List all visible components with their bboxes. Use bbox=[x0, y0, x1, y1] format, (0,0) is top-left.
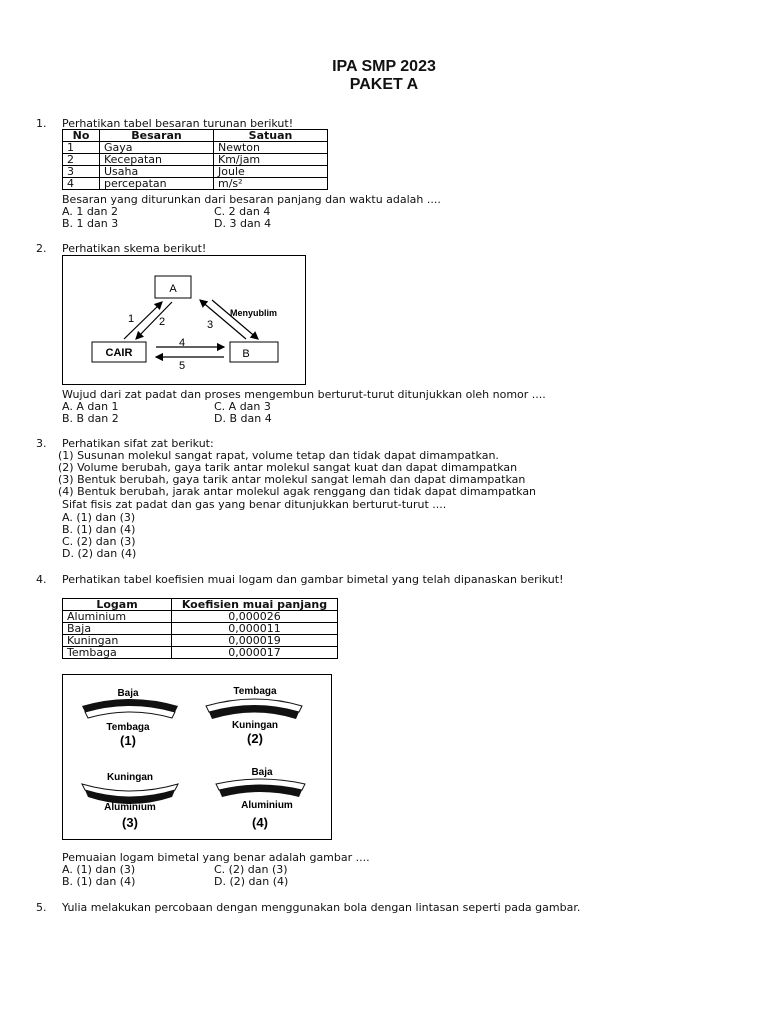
table-cell: Joule bbox=[214, 166, 328, 178]
table-cell: 4 bbox=[63, 178, 100, 190]
arrow-label-1: 1 bbox=[128, 313, 135, 325]
q4-option-d: D. (2) dan (4) bbox=[214, 875, 289, 888]
bimetal-3-top-label: Kuningan bbox=[106, 772, 154, 783]
bimetal-1-number: (1) bbox=[120, 733, 136, 748]
table-cell: 0,000017 bbox=[172, 647, 338, 659]
table-cell: m/s² bbox=[214, 178, 328, 190]
q4-table-header: Koefisien muai panjang bbox=[172, 599, 338, 611]
arrow-label-2: 2 bbox=[159, 316, 166, 328]
q4-question: Pemuaian logam bimetal yang benar adalah gambar .... bbox=[62, 851, 370, 864]
table-cell: Kuningan bbox=[63, 635, 172, 647]
q3-item: (2) Volume berubah, gaya tarik antar molekul sangat kuat dan dapat dimampatkan bbox=[58, 461, 518, 474]
arrow-label-3: 3 bbox=[207, 319, 214, 331]
q1-option-a: A. 1 dan 2 bbox=[62, 205, 119, 218]
menyublim-label: Menyublim bbox=[230, 308, 278, 318]
table-row bbox=[63, 142, 328, 154]
table-cell: 1 bbox=[63, 142, 100, 154]
q2-question: Wujud dari zat padat dan proses mengembun berturut-turut ditunjukkan oleh nomor .... bbox=[62, 388, 546, 401]
bimetal-4-top-label: Baja bbox=[251, 767, 273, 778]
q3-number: 3. bbox=[36, 437, 47, 450]
table-cell: Kecepatan bbox=[100, 154, 214, 166]
table-cell: percepatan bbox=[100, 178, 214, 190]
q3-item: (1) Susunan molekul sangat rapat, volume tetap dan tidak dapat dimampatkan. bbox=[58, 449, 499, 462]
table-row bbox=[63, 178, 328, 190]
bimetal-3-number: (3) bbox=[122, 815, 138, 830]
bimetal-2-top-label: Tembaga bbox=[233, 686, 277, 697]
table-row bbox=[63, 154, 328, 166]
q4-option-a: A. (1) dan (3) bbox=[62, 863, 136, 876]
box-b-label: B bbox=[242, 348, 250, 360]
q4-table-header: Logam bbox=[63, 599, 172, 611]
arrow-label-4: 4 bbox=[179, 337, 186, 349]
q4-prompt: Perhatikan tabel koefisien muai logam dan gambar bimetal yang telah dipanaskan berikut! bbox=[62, 573, 564, 586]
page-title: IPA SMP 2023 bbox=[332, 58, 436, 75]
q4-number: 4. bbox=[36, 573, 47, 586]
box-b bbox=[230, 342, 278, 362]
q5-prompt: Yulia melakukan percobaan dengan menggunakan bola dengan lintasan seperti pada gambar. bbox=[62, 901, 581, 914]
table-cell: 2 bbox=[63, 154, 100, 166]
table-cell: Newton bbox=[214, 142, 328, 154]
q1-table-header: Satuan bbox=[214, 130, 328, 142]
bimetal-2-number: (2) bbox=[247, 731, 263, 746]
table-cell: Tembaga bbox=[63, 647, 172, 659]
q1-question: Besaran yang diturunkan dari besaran panjang dan waktu adalah .... bbox=[62, 193, 441, 206]
arrow-label-5: 5 bbox=[179, 360, 186, 372]
q1-table bbox=[62, 129, 328, 190]
table-cell: Aluminium bbox=[63, 611, 172, 623]
q1-table-header: No bbox=[63, 130, 100, 142]
table-cell: Usaha bbox=[100, 166, 214, 178]
table-row bbox=[63, 635, 338, 647]
bimetal-1-top-label: Baja bbox=[117, 688, 139, 699]
bimetal-4-bottom-label: Aluminium bbox=[241, 800, 293, 811]
table-cell: 3 bbox=[63, 166, 100, 178]
bimetal-figure bbox=[62, 674, 333, 841]
q1-option-b: B. 1 dan 3 bbox=[62, 217, 119, 230]
q3-question: Sifat fisis zat padat dan gas yang benar ditunjukkan berturut-turut .... bbox=[62, 498, 447, 511]
q3-option-b: B. (1) dan (4) bbox=[62, 523, 136, 536]
q2-option-b: B. B dan 2 bbox=[62, 412, 119, 425]
table-row bbox=[63, 623, 338, 635]
table-row bbox=[63, 611, 338, 623]
q4-option-b: B. (1) dan (4) bbox=[62, 875, 136, 888]
box-a-label: A bbox=[169, 283, 177, 295]
q3-option-a: A. (1) dan (3) bbox=[62, 511, 136, 524]
bimetal-2-bottom-label: Kuningan bbox=[231, 720, 279, 731]
bimetal-4-number: (4) bbox=[252, 815, 268, 830]
table-row bbox=[63, 166, 328, 178]
q5-number: 5. bbox=[36, 901, 47, 914]
page-subtitle: PAKET A bbox=[349, 76, 419, 93]
table-cell: Km/jam bbox=[214, 154, 328, 166]
q3-option-d: D. (2) dan (4) bbox=[62, 547, 137, 560]
q1-table-header: Besaran bbox=[100, 130, 214, 142]
q2-option-c: C. A dan 3 bbox=[214, 400, 271, 413]
table-cell: 0,000011 bbox=[172, 623, 338, 635]
bimetal-3-bottom-label: Aluminium bbox=[104, 802, 156, 813]
q1-option-c: C. 2 dan 4 bbox=[214, 205, 271, 218]
table-cell: Gaya bbox=[100, 142, 214, 154]
q2-option-d: D. B dan 4 bbox=[214, 412, 272, 425]
q3-item: (4) Bentuk berubah, jarak antar molekul agak renggang dan tidak dapat dimampatkan bbox=[58, 485, 537, 498]
q2-option-a: A. A dan 1 bbox=[62, 400, 119, 413]
q2-number: 2. bbox=[36, 242, 47, 255]
table-cell: Baja bbox=[63, 623, 172, 635]
q4-option-c: C. (2) dan (3) bbox=[214, 863, 288, 876]
box-cair-label: CAIR bbox=[105, 347, 133, 359]
bimetal-1-bottom-label: Tembaga bbox=[106, 722, 150, 733]
table-cell: 0,000019 bbox=[172, 635, 338, 647]
q3-option-c: C. (2) dan (3) bbox=[62, 535, 136, 548]
q4-table bbox=[62, 598, 338, 659]
table-row bbox=[63, 647, 338, 659]
table-cell: 0,000026 bbox=[172, 611, 338, 623]
q1-number: 1. bbox=[36, 117, 47, 130]
q1-option-d: D. 3 dan 4 bbox=[214, 217, 272, 230]
state-change-diagram bbox=[62, 255, 307, 386]
q3-prompt: Perhatikan sifat zat berikut: bbox=[62, 437, 214, 450]
q3-item: (3) Bentuk berubah, gaya tarik antar molekul sangat lemah dan dapat dimampatkan bbox=[58, 473, 526, 486]
q1-prompt: Perhatikan tabel besaran turunan berikut! bbox=[62, 117, 294, 130]
q2-prompt: Perhatikan skema berikut! bbox=[62, 242, 207, 255]
